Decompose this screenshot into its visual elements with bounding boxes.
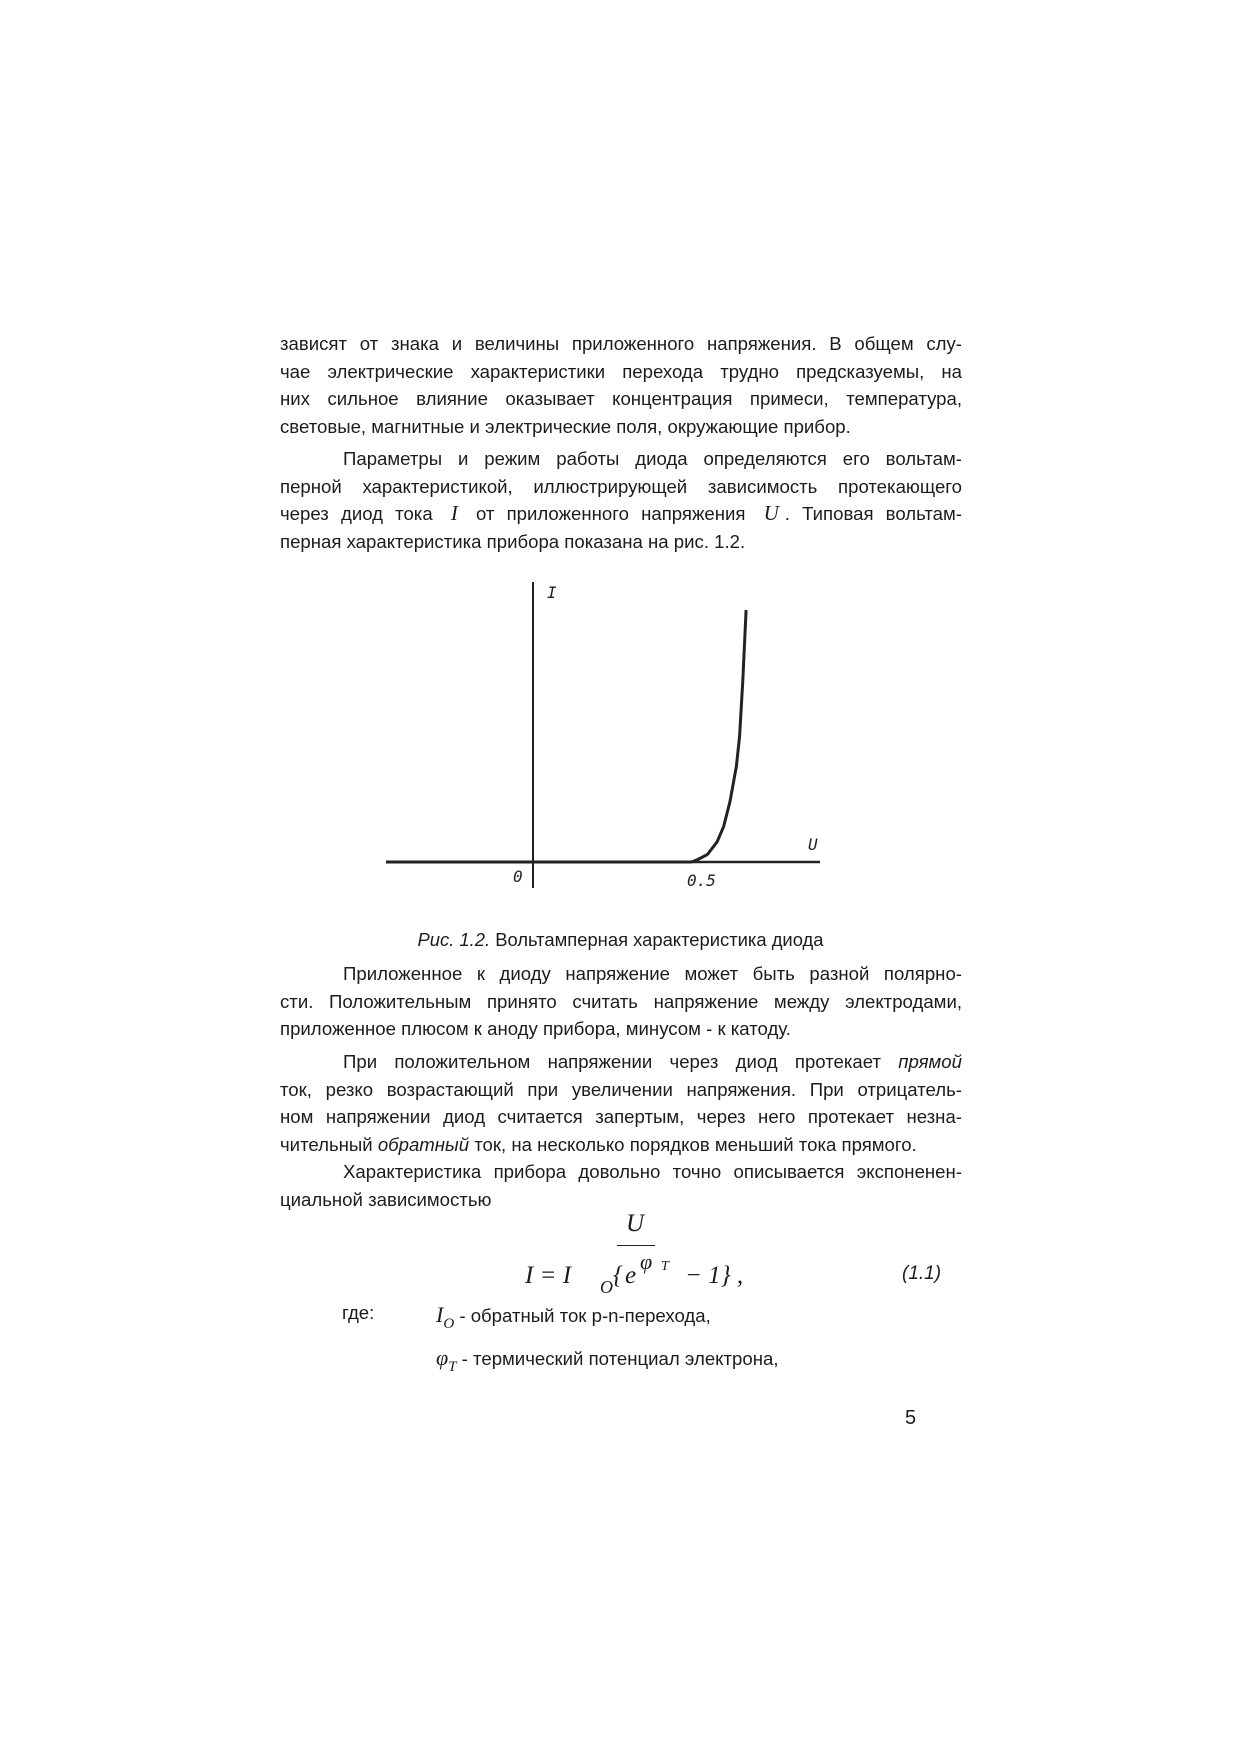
iv-curve-series-0: [386, 610, 746, 862]
def-symbol: I: [436, 1302, 444, 1327]
equation-number: (1.1): [902, 1263, 942, 1284]
text-fragment: через диод тока: [280, 503, 433, 524]
formula-rest: − 1} ,: [685, 1262, 744, 1289]
text-line: [280, 1048, 962, 1076]
text-fragment: чительный: [280, 1133, 378, 1155]
def-subscript: O: [443, 1316, 455, 1332]
threshold-label: 0.5: [687, 871, 716, 890]
x-axis-label: U: [808, 835, 818, 854]
page-number: 5: [905, 1407, 917, 1429]
series-layer: [386, 610, 746, 862]
text-line: световые, магнитные и электрические поля, окружающие прибор.: [280, 415, 851, 437]
text-line: приложенное плюсом к аноду прибора, минусом - к катоду.: [280, 1018, 791, 1039]
text-fragment: от приложенного напряжения: [475, 503, 746, 524]
formula-1-1: [525, 1210, 945, 1300]
text-line: [280, 1131, 962, 1159]
formula-exp-base: e: [625, 1262, 637, 1289]
current-variable: I: [450, 501, 458, 525]
text-line: зависят от знака и величины приложенного напряжения. В общем слу-: [280, 333, 962, 354]
formula-numerator: U: [626, 1210, 645, 1237]
emphasis-forward: прямой: [898, 1051, 962, 1072]
text-line: перная характеристика прибора показана на рис. 1.2.: [280, 530, 746, 552]
text-line: перной характеристикой, иллюстрирующей зависимость протекающего: [280, 475, 962, 497]
text-line: них сильное влияние оказывает концентрация примеси, температура,: [280, 388, 962, 409]
paragraph-1: [280, 330, 962, 440]
text-line-with-vars: [280, 500, 962, 528]
fraction-bar: [617, 1245, 655, 1246]
emphasis-reverse: обратный: [377, 1133, 470, 1155]
text-line: сти. Положительным принято считать напряжение между электродами,: [280, 990, 962, 1012]
formula-phi: φ: [640, 1249, 653, 1274]
text-line: Характеристика прибора довольно точно описывается экспоненен-: [343, 1161, 962, 1182]
formula-lhs: I = I: [525, 1262, 572, 1289]
def-text: - обратный ток p-n-перехода,: [454, 1305, 711, 1326]
paragraph-3: [280, 960, 962, 1043]
def-subscript: T: [448, 1359, 457, 1375]
paragraph-5: [280, 1158, 962, 1213]
caption-label: Рис. 1.2.: [417, 929, 491, 950]
y-axis-label: I: [547, 583, 557, 602]
text-line: ток, резко возрастающий при увеличении напряжения. При отрицатель-: [280, 1078, 962, 1100]
text-fragment: . Типовая вольтам-: [784, 503, 962, 524]
def-symbol: φ: [436, 1345, 449, 1370]
origin-label: 0: [513, 867, 523, 886]
text-fragment: ток, на несколько порядков меньший тока прямого.: [469, 1133, 917, 1155]
text-line: циальной зависимостью: [280, 1188, 492, 1210]
iv-chart: [380, 578, 850, 908]
text-line: чае электрические характеристики перехода трудно предсказуемы, на: [280, 360, 962, 382]
definition-io: [436, 1302, 711, 1332]
iv-characteristic-figure: [380, 578, 850, 908]
paragraph-4: [280, 1048, 962, 1158]
formula-phi-subscript: T: [661, 1259, 669, 1274]
text-line: Параметры и режим работы диода определяются его вольтам-: [343, 448, 962, 469]
formula-subscript-o: O: [600, 1277, 613, 1297]
text-fragment: При положительном напряжении через диод протекает: [343, 1051, 899, 1072]
voltage-variable: U: [763, 501, 779, 525]
formula-brace-open: {: [613, 1262, 623, 1289]
paragraph-2: [280, 445, 962, 555]
caption-text: Вольтамперная характеристика диода: [490, 929, 824, 950]
text-line: ном напряжении диод считается запертым, через него протекает незна-: [280, 1106, 962, 1127]
def-text: - термический потенциал электрона,: [456, 1348, 779, 1369]
figure-caption: [0, 929, 1241, 951]
text-line: Приложенное к диоду напряжение может быть разной полярно-: [343, 963, 962, 984]
definition-phi-t: [436, 1345, 779, 1375]
where-label: где:: [342, 1302, 375, 1323]
